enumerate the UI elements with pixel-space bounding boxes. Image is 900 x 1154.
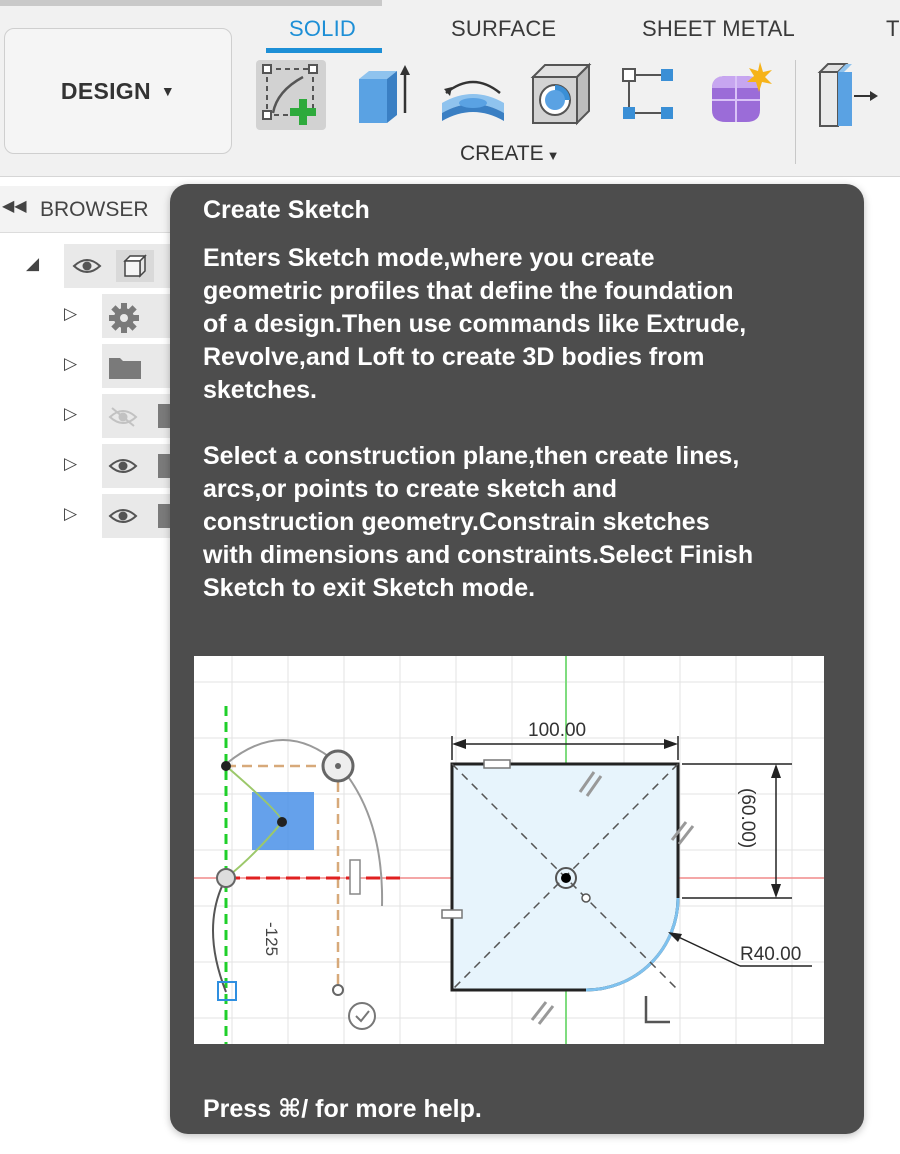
tree-row-visible[interactable]	[0, 444, 190, 488]
tree-row-hidden[interactable]	[0, 394, 190, 438]
browser-title: BROWSER	[40, 198, 149, 221]
tree-row-settings[interactable]	[0, 294, 190, 338]
workspace-label: DESIGN	[60, 77, 151, 104]
tooltip-description	[203, 242, 843, 605]
create-form-icon	[704, 60, 774, 130]
collapsed-triangle-icon[interactable]: ▷	[64, 404, 78, 423]
tooltip-paragraph-1: Enters Sketch mode,where you create geometric profiles that define the foundation of a design.Then use commands like Extrude, Revolve,and Loft to create 3D bodies from sketches.	[203, 244, 747, 404]
collapsed-triangle-icon[interactable]: ▷	[64, 304, 78, 323]
folder-icon	[158, 454, 170, 478]
dim-left-label: -125	[262, 922, 281, 957]
create-sketch-button[interactable]	[256, 60, 326, 130]
dim-width-label: 100.00	[528, 720, 587, 741]
active-tab-underline	[266, 48, 382, 53]
extrude-icon	[349, 63, 413, 127]
tooltip-help-hint: Press ⌘/ for more help.	[203, 1095, 482, 1123]
paragraph-spacer	[203, 407, 843, 440]
tab-sheet-metal[interactable]: SHEET METAL	[642, 16, 795, 41]
chevron-down-icon: ▼	[546, 148, 560, 163]
collapsed-triangle-icon[interactable]: ▷	[64, 504, 78, 523]
create-menu-dropdown[interactable]	[460, 142, 560, 166]
pattern-button[interactable]	[612, 60, 682, 130]
tooltip-illustration	[194, 656, 824, 1044]
toolbar	[0, 0, 900, 177]
hole-button[interactable]	[526, 60, 596, 130]
tab-solid[interactable]: SOLID	[289, 16, 357, 41]
press-pull-icon	[814, 60, 884, 130]
workspace-design-button[interactable]	[4, 28, 232, 154]
extrude-button[interactable]	[346, 60, 416, 130]
tree-row-folder[interactable]	[0, 344, 190, 388]
revolve-icon	[438, 63, 508, 127]
create-sketch-icon	[259, 63, 323, 127]
eye-icon[interactable]	[108, 456, 138, 476]
eye-hidden-icon[interactable]	[108, 406, 138, 428]
sketch-illustration-svg	[194, 656, 824, 1044]
collapsed-triangle-icon[interactable]: ▷	[64, 354, 78, 373]
gear-icon	[108, 302, 140, 334]
tree-row-visible[interactable]	[0, 494, 190, 538]
toolbar-divider	[795, 60, 796, 164]
hole-icon	[527, 61, 595, 129]
revolve-button[interactable]	[438, 60, 508, 130]
top-strip	[0, 0, 382, 6]
folder-icon	[158, 404, 170, 428]
tooltip-title: Create Sketch	[203, 196, 370, 224]
create-menu-label: CREATE	[460, 142, 544, 165]
browser-header	[0, 186, 190, 233]
tooltip-paragraph-2: Select a construction plane,then create lines, arcs,or points to create sketch and construction geometry.Constrain sketches with dimensions and constraints.Select Finish Sketch to exit Sketch mode.	[203, 442, 754, 602]
create-form-button[interactable]	[704, 60, 774, 130]
folder-icon	[108, 354, 142, 380]
tab-tools[interactable]: T	[886, 16, 900, 41]
collapsed-triangle-icon[interactable]: ▷	[64, 454, 78, 473]
pattern-icon	[615, 63, 679, 127]
tab-surface[interactable]: SURFACE	[451, 16, 557, 41]
component-icon	[122, 253, 148, 279]
folder-icon	[158, 504, 170, 528]
chevron-down-icon: ▼	[160, 83, 176, 99]
expanded-triangle-icon[interactable]: ◢	[26, 254, 40, 273]
component-icon-bg	[116, 250, 154, 282]
eye-icon[interactable]	[108, 506, 138, 526]
create-sketch-tooltip	[170, 184, 864, 1134]
eye-icon[interactable]	[72, 256, 102, 276]
tree-row-root[interactable]	[0, 244, 190, 288]
press-pull-button[interactable]	[814, 60, 884, 130]
collapse-browser-icon[interactable]: ◀◀	[2, 198, 27, 215]
dim-height-label: (60.00)	[737, 788, 758, 849]
dim-radius-label: R40.00	[740, 944, 802, 965]
